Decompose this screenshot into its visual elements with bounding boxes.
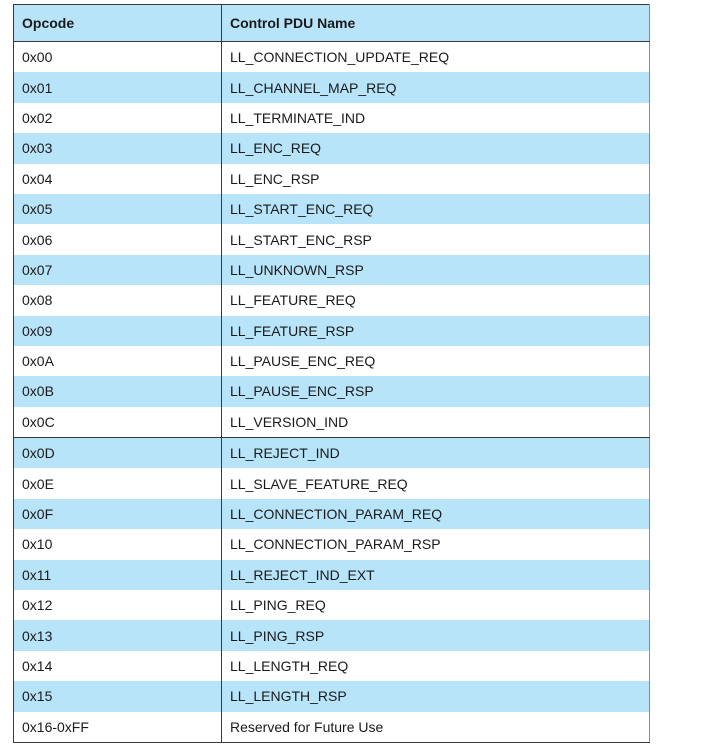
opcode-cell: 0x01	[14, 72, 222, 102]
pdu-name-cell: LL_ENC_REQ	[222, 133, 650, 163]
opcode-cell: 0x0E	[14, 468, 222, 498]
pdu-name-cell: LL_FEATURE_REQ	[230, 292, 356, 309]
pdu-name-cell: LL_REJECT_IND_EXT	[222, 560, 650, 590]
table-row	[14, 468, 650, 498]
opcode-cell: 0x03	[14, 133, 222, 163]
pdu-name-cell: LL_FEATURE_RSP	[222, 316, 650, 346]
opcode-cell: 0x09	[14, 316, 222, 346]
opcode-cell: 0x0C	[14, 407, 222, 438]
opcode-cell: 0x05	[14, 194, 222, 224]
table-row	[14, 103, 650, 133]
table-row	[14, 651, 650, 681]
pdu-name-cell: LL_PAUSE_ENC_RSP	[222, 376, 650, 406]
table-row	[14, 407, 650, 438]
opcode-cell: 0x0A	[14, 346, 222, 376]
table-row	[14, 194, 650, 224]
pdu-name-cell: LL_ENC_RSP	[230, 170, 320, 187]
table-row	[14, 681, 650, 711]
pdu-name-cell: LL_UNKNOWN_RSP	[222, 255, 650, 285]
pdu-name-cell: LL_CONNECTION_PARAM_REQ	[222, 499, 650, 529]
pdu-name-cell: LL_PING_REQ	[230, 597, 326, 614]
header-control-pdu-name: Control PDU Name	[222, 5, 650, 42]
table-row	[14, 224, 650, 254]
opcode-cell: 0x0B	[14, 376, 222, 406]
table-row	[14, 560, 650, 590]
pdu-name-cell: LL_START_ENC_RSP	[230, 231, 372, 248]
pdu-name-cell: LL_PAUSE_ENC_REQ	[230, 353, 376, 370]
pdu-name-cell: LL_VERSION_IND	[230, 413, 349, 430]
table-row	[14, 42, 650, 73]
pdu-name-cell: LL_START_ENC_REQ	[222, 194, 650, 224]
opcode-cell: 0x14	[14, 651, 222, 681]
pdu-name-cell: LL_CONNECTION_UPDATE_REQ	[230, 49, 450, 66]
table-row	[14, 346, 650, 376]
header-opcode: Opcode	[14, 5, 222, 42]
control-pdu-opcode-table	[13, 4, 650, 743]
opcode-cell: 0x11	[14, 560, 222, 590]
opcode-cell: 0x0D	[14, 438, 222, 469]
pdu-name-cell: Reserved for Future Use	[230, 718, 384, 735]
table-row	[14, 438, 650, 469]
table-header-row	[14, 5, 650, 42]
table-row	[14, 376, 650, 406]
opcode-cell: 0x0F	[14, 499, 222, 529]
opcode-cell: 0x12	[14, 590, 222, 620]
table-row	[14, 590, 650, 620]
pdu-name-cell: LL_REJECT_IND	[222, 438, 650, 469]
table-row	[14, 133, 650, 163]
opcode-cell: 0x04	[14, 164, 222, 194]
table-row	[14, 529, 650, 559]
table-row	[14, 164, 650, 194]
opcode-cell: 0x16-0xFF	[14, 712, 222, 743]
opcode-cell: 0x06	[14, 224, 222, 254]
opcode-cell: 0x00	[14, 42, 222, 73]
opcode-cell: 0x08	[14, 285, 222, 315]
opcode-cell: 0x13	[14, 620, 222, 650]
table-row	[14, 285, 650, 315]
pdu-name-cell: LL_PING_RSP	[222, 620, 650, 650]
opcode-table-container	[13, 4, 649, 743]
pdu-name-cell: LL_CONNECTION_PARAM_RSP	[230, 536, 441, 553]
table-row	[14, 72, 650, 102]
table-row	[14, 712, 650, 743]
table-row	[14, 255, 650, 285]
table-row	[14, 499, 650, 529]
opcode-cell: 0x07	[14, 255, 222, 285]
table-row	[14, 316, 650, 346]
pdu-name-cell: LL_SLAVE_FEATURE_REQ	[230, 475, 408, 492]
pdu-name-cell: LL_TERMINATE_IND	[230, 109, 366, 126]
pdu-name-cell: LL_CHANNEL_MAP_REQ	[222, 72, 650, 102]
opcode-cell: 0x15	[14, 681, 222, 711]
opcode-cell: 0x02	[14, 103, 222, 133]
opcode-cell: 0x10	[14, 529, 222, 559]
table-row	[14, 620, 650, 650]
pdu-name-cell: LL_LENGTH_RSP	[222, 681, 650, 711]
pdu-name-cell: LL_LENGTH_REQ	[230, 658, 349, 674]
